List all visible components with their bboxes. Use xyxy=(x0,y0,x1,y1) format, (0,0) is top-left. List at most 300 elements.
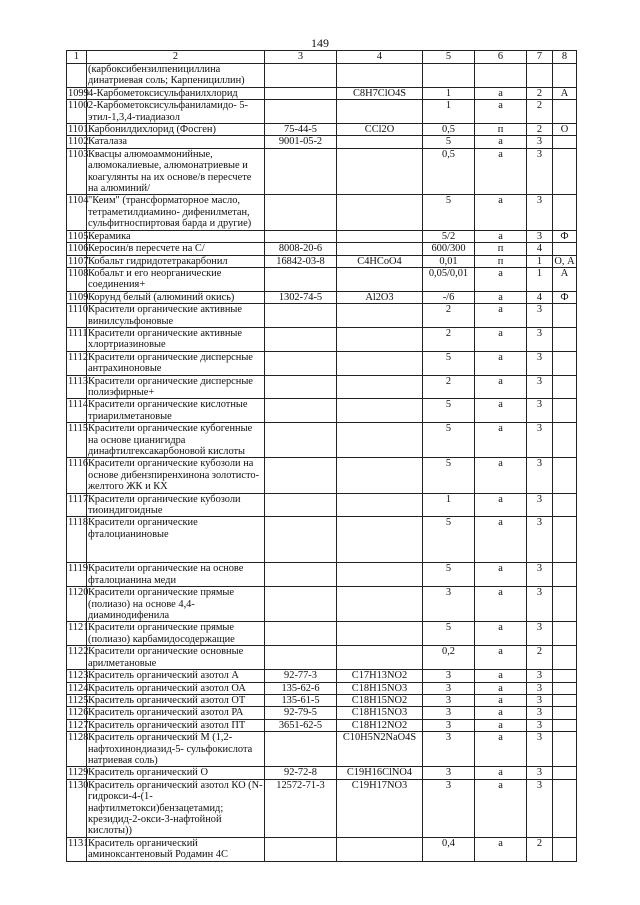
substance-name: Красители органические основные арилметановые xyxy=(87,646,265,670)
entry-number: 1118 xyxy=(67,517,87,563)
aggregate-state: а xyxy=(475,304,527,328)
cas-number xyxy=(265,837,337,861)
limit-value: 0,05/0,01 xyxy=(423,267,475,291)
effect-note xyxy=(553,136,577,148)
column-header-2: 2 xyxy=(87,51,265,64)
entry-number: 1102 xyxy=(68,136,89,148)
substance-name: Кобальт и его неорганические соединения+ xyxy=(87,267,265,291)
chemical-formula: C4HCoO4 xyxy=(337,255,423,267)
limit-value: 3 xyxy=(423,707,475,719)
cas-number xyxy=(265,64,337,88)
effect-note xyxy=(553,64,577,88)
limit-value: 5 xyxy=(423,622,475,646)
chemical-formula xyxy=(337,195,423,230)
table-row xyxy=(67,304,577,328)
column-header-7: 7 xyxy=(527,51,553,64)
entry-number: 1131 xyxy=(67,837,87,861)
limit-value: 3 xyxy=(423,732,475,767)
effect-note xyxy=(553,351,577,375)
hazard-class: 3 xyxy=(527,694,553,706)
limit-value: 0,5 xyxy=(423,124,475,136)
cas-number xyxy=(265,87,337,99)
chemical-formula: C18H15NO3 xyxy=(337,707,423,719)
table-row xyxy=(67,255,577,267)
limit-value: 5 xyxy=(423,517,475,563)
cas-number xyxy=(265,195,337,230)
effect-note xyxy=(553,646,577,670)
table-row xyxy=(67,243,577,255)
cas-number xyxy=(265,327,337,351)
table-row xyxy=(67,694,577,706)
limit-value: 2 xyxy=(423,327,475,351)
limit-value: 5 xyxy=(423,195,475,230)
limit-value: 2 xyxy=(423,375,475,399)
entry-number: 1101 xyxy=(68,124,89,136)
table-row xyxy=(67,423,577,458)
aggregate-state: а xyxy=(475,351,527,375)
entry-number: 1110 xyxy=(67,304,87,328)
entry-number: 1116 xyxy=(67,458,87,493)
hazard-class: 1 xyxy=(527,267,553,291)
table-row xyxy=(67,646,577,670)
chemical-formula xyxy=(337,622,423,646)
aggregate-state: а xyxy=(475,779,527,837)
entry-number: 1108 xyxy=(67,267,87,291)
aggregate-state: п xyxy=(475,243,527,255)
hazard-class: 3 xyxy=(527,304,553,328)
entry-number xyxy=(67,64,87,88)
cas-number xyxy=(265,375,337,399)
cas-number xyxy=(265,148,337,195)
chemical-formula xyxy=(337,458,423,493)
table-row xyxy=(67,124,577,136)
aggregate-state: а xyxy=(475,719,527,731)
limit-value: 3 xyxy=(423,587,475,622)
limit-value: 5 xyxy=(423,351,475,375)
chemical-formula xyxy=(337,304,423,328)
effect-note xyxy=(553,587,577,622)
entry-number: 1111 xyxy=(67,327,87,351)
substance-name: Кобальт гидридотетракарбонил xyxy=(87,255,265,267)
chemical-formula xyxy=(337,243,423,255)
chemical-formula: C10H5N2NaO4S xyxy=(337,732,423,767)
chemical-formula xyxy=(337,230,423,242)
limit-value: 0,01 xyxy=(423,255,475,267)
entry-number: 1107 xyxy=(68,255,89,267)
table-row xyxy=(67,458,577,493)
table-row xyxy=(67,87,577,99)
hazard-class: 3 xyxy=(527,399,553,423)
cas-number xyxy=(265,351,337,375)
entry-number: 1120 xyxy=(67,587,87,622)
cas-number: 16842-03-8 xyxy=(265,255,337,267)
cas-number xyxy=(265,230,337,242)
limit-value: 3 xyxy=(423,670,475,682)
aggregate-state: а xyxy=(475,622,527,646)
chemical-formula: C18H15NO3 xyxy=(337,682,423,694)
limit-value: 5 xyxy=(423,423,475,458)
entry-number: 1127 xyxy=(68,719,89,731)
hazard-class: 2 xyxy=(527,646,553,670)
effect-note xyxy=(553,622,577,646)
entry-number: 1130 xyxy=(67,779,87,837)
cas-number: 1302-74-5 xyxy=(265,291,337,303)
substance-name: Краситель органический О xyxy=(87,767,265,779)
limit-value: 1 xyxy=(423,100,475,124)
effect-note xyxy=(553,732,577,767)
chemical-formula xyxy=(337,399,423,423)
hazard-class: 3 xyxy=(527,682,553,694)
entry-number: 1124 xyxy=(68,682,89,694)
table-row xyxy=(67,100,577,124)
entry-number: 1112 xyxy=(67,351,87,375)
substance-name: Краситель органический азотол РА xyxy=(87,707,265,719)
cas-number xyxy=(265,563,337,587)
table-row xyxy=(67,837,577,861)
substance-name: Краситель органический М (1,2-нафтохинондиазид-5- сульфокислота натриевая соль) xyxy=(87,732,265,767)
table-row xyxy=(67,291,577,303)
cas-number xyxy=(265,100,337,124)
hazard-class: 3 xyxy=(527,458,553,493)
cas-number xyxy=(265,458,337,493)
effect-note xyxy=(553,837,577,861)
entry-number: 1122 xyxy=(67,646,87,670)
cas-number: 75-44-5 xyxy=(265,124,337,136)
limit-value: 1 xyxy=(423,493,475,517)
table-row xyxy=(67,670,577,682)
aggregate-state: а xyxy=(475,230,527,242)
cas-number: 12572-71-3 xyxy=(265,779,337,837)
chemical-formula xyxy=(337,837,423,861)
hazard-class: 3 xyxy=(527,493,553,517)
chemical-formula xyxy=(337,148,423,195)
hazard-class: 3 xyxy=(527,136,553,148)
substance-name: "Кеим" (трансформаторное масло, тетраметилдиамино- дифенилметан, сульфитноспиртовая барда и другие) xyxy=(87,195,265,230)
substance-name: 4-Карбометоксисульфанилхлорид xyxy=(87,87,265,99)
entry-number: 1103 xyxy=(67,148,87,195)
effect-note: О xyxy=(553,124,577,136)
table-row xyxy=(67,719,577,731)
effect-note: Ф xyxy=(553,291,577,303)
aggregate-state: а xyxy=(475,100,527,124)
limit-value: 3 xyxy=(423,719,475,731)
limit-value: 3 xyxy=(423,779,475,837)
hazard-class: 3 xyxy=(527,563,553,587)
effect-note: А xyxy=(553,267,577,291)
cas-number xyxy=(265,732,337,767)
chemical-formula: C18H12NO2 xyxy=(337,719,423,731)
aggregate-state: а xyxy=(475,682,527,694)
effect-note xyxy=(553,458,577,493)
substance-name: Краситель органический азотол ОА xyxy=(87,682,265,694)
substance-name: Красители органические активные хлортриазиновые xyxy=(87,327,265,351)
hazard-class: 3 xyxy=(527,732,553,767)
limit-value: 0,2 xyxy=(423,646,475,670)
hazard-class: 3 xyxy=(527,148,553,195)
cas-number: 9001-05-2 xyxy=(265,136,337,148)
substance-table xyxy=(66,50,577,862)
chemical-formula: C19H16ClNO4 xyxy=(337,767,423,779)
cas-number xyxy=(265,399,337,423)
substance-name: Красители органические прямые (полиазо) карбамидосодержащие xyxy=(87,622,265,646)
aggregate-state: а xyxy=(475,327,527,351)
effect-note xyxy=(553,670,577,682)
hazard-class: 3 xyxy=(527,767,553,779)
substance-name: Краситель органический азотол ОТ xyxy=(87,694,265,706)
entry-number: 1115 xyxy=(67,423,87,458)
table-row xyxy=(67,399,577,423)
aggregate-state: а xyxy=(475,136,527,148)
entry-number: 1117 xyxy=(67,493,87,517)
limit-value: 5 xyxy=(423,563,475,587)
chemical-formula: Al2O3 xyxy=(337,291,423,303)
cas-number xyxy=(265,646,337,670)
substance-name: Краситель органический азотол А xyxy=(87,670,265,682)
aggregate-state: а xyxy=(475,267,527,291)
hazard-class: 3 xyxy=(527,587,553,622)
substance-name: Карбонилдихлорид (Фосген) xyxy=(87,124,265,136)
hazard-class: 3 xyxy=(527,230,553,242)
column-header-4: 4 xyxy=(337,51,423,64)
aggregate-state: а xyxy=(475,732,527,767)
substance-name: Краситель органический аминоксантеновый Родамин 4С xyxy=(87,837,265,861)
limit-value: 3 xyxy=(423,767,475,779)
limit-value: 1 xyxy=(423,87,475,99)
effect-note: Ф xyxy=(553,230,577,242)
cas-number: 92-72-8 xyxy=(265,767,337,779)
effect-note xyxy=(553,100,577,124)
substance-name: Красители органические прямые (полиазо) на основе 4,4-диаминодифенила xyxy=(87,587,265,622)
chemical-formula xyxy=(337,375,423,399)
substance-name: Керосин/в пересчете на С/ xyxy=(87,243,265,255)
table-row xyxy=(67,767,577,779)
aggregate-state: а xyxy=(475,423,527,458)
hazard-class: 2 xyxy=(527,837,553,861)
limit-value: 0,4 xyxy=(423,837,475,861)
header-row xyxy=(67,51,577,64)
chemical-formula: CCl2O xyxy=(337,124,423,136)
substance-name: (карбоксибензилпенициллина динатриевая соль; Карпенициллин) xyxy=(87,64,265,88)
chemical-formula: C19H17NO3 xyxy=(337,779,423,837)
chemical-formula xyxy=(337,136,423,148)
limit-value: 3 xyxy=(423,682,475,694)
chemical-formula: C18H15NO2 xyxy=(337,694,423,706)
table-row xyxy=(67,230,577,242)
effect-note xyxy=(553,304,577,328)
aggregate-state: а xyxy=(475,670,527,682)
hazard-class: 3 xyxy=(527,779,553,837)
table-row xyxy=(67,732,577,767)
aggregate-state: а xyxy=(475,493,527,517)
effect-note xyxy=(553,707,577,719)
limit-value: 3 xyxy=(423,694,475,706)
chemical-formula xyxy=(337,327,423,351)
table-row xyxy=(67,563,577,587)
entry-number: 1104 xyxy=(67,195,87,230)
hazard-class: 1 xyxy=(527,255,553,267)
cas-number xyxy=(265,622,337,646)
chemical-formula: C8H7ClO4S xyxy=(337,87,423,99)
entry-number: 1121 xyxy=(67,622,87,646)
cas-number: 8008-20-6 xyxy=(265,243,337,255)
entry-number: 1125 xyxy=(68,694,89,706)
cas-number xyxy=(265,517,337,563)
table-body xyxy=(67,64,577,862)
hazard-class: 4 xyxy=(527,291,553,303)
table-row xyxy=(67,351,577,375)
cas-number: 3651-62-5 xyxy=(265,719,337,731)
entry-number: 1128 xyxy=(67,732,87,767)
hazard-class: 3 xyxy=(527,670,553,682)
substance-name: Керамика xyxy=(87,230,265,242)
chemical-formula xyxy=(337,517,423,563)
cas-number xyxy=(265,423,337,458)
cas-number xyxy=(265,304,337,328)
substance-name: Краситель органический азотол ПТ xyxy=(87,719,265,731)
effect-note xyxy=(553,195,577,230)
page-number: 149 xyxy=(311,36,329,50)
chemical-formula xyxy=(337,587,423,622)
aggregate-state: а xyxy=(475,399,527,423)
aggregate-state: а xyxy=(475,517,527,563)
substance-name: 2-Карбометоксисульфаниламидо- 5-этил-1,3,4-тиадиазол xyxy=(87,100,265,124)
effect-note xyxy=(553,767,577,779)
cas-number xyxy=(265,493,337,517)
table-row xyxy=(67,195,577,230)
chemical-formula xyxy=(337,100,423,124)
aggregate-state: а xyxy=(475,587,527,622)
limit-value: 5 xyxy=(423,136,475,148)
chemical-formula: C17H13NO2 xyxy=(337,670,423,682)
hazard-class: 3 xyxy=(527,351,553,375)
cas-number: 135-62-6 xyxy=(265,682,337,694)
chemical-formula xyxy=(337,563,423,587)
aggregate-state: а xyxy=(475,148,527,195)
chemical-formula xyxy=(337,267,423,291)
chemical-formula xyxy=(337,423,423,458)
limit-value: 5/2 xyxy=(423,230,475,242)
limit-value: -/6 xyxy=(423,291,475,303)
effect-note: О, А xyxy=(554,255,575,267)
aggregate-state: а xyxy=(475,195,527,230)
hazard-class: 3 xyxy=(527,195,553,230)
table-row xyxy=(67,517,577,563)
aggregate-state: а xyxy=(475,837,527,861)
hazard-class: 2 xyxy=(527,87,553,99)
chemical-formula xyxy=(337,351,423,375)
entry-number: 1129 xyxy=(68,767,89,779)
table-row xyxy=(67,779,577,837)
effect-note xyxy=(553,327,577,351)
entry-number: 1126 xyxy=(68,707,89,719)
aggregate-state: п xyxy=(475,124,527,136)
column-header-1: 1 xyxy=(67,51,87,64)
effect-note xyxy=(553,493,577,517)
cas-number xyxy=(265,587,337,622)
effect-note xyxy=(553,694,577,706)
hazard-class: 3 xyxy=(527,622,553,646)
cas-number xyxy=(265,267,337,291)
entry-number: 1119 xyxy=(67,563,87,587)
cas-number: 135-61-5 xyxy=(265,694,337,706)
hazard-class: 3 xyxy=(527,719,553,731)
hazard-class: 4 xyxy=(527,243,553,255)
aggregate-state: а xyxy=(475,291,527,303)
effect-note xyxy=(553,779,577,837)
limit-value: 5 xyxy=(423,399,475,423)
column-header-8: 8 xyxy=(553,51,577,64)
column-header-3: 3 xyxy=(265,51,337,64)
substance-name: Красители органические фталоцианиновые xyxy=(87,517,265,563)
hazard-class: 3 xyxy=(527,327,553,351)
entry-number: 1106 xyxy=(68,243,89,255)
limit-value: 0,5 xyxy=(423,148,475,195)
substance-name: Красители органические дисперсные полиэфирные+ xyxy=(87,375,265,399)
cas-number: 92-77-3 xyxy=(265,670,337,682)
effect-note xyxy=(553,243,577,255)
hazard-class: 2 xyxy=(527,124,553,136)
limit-value: 600/300 xyxy=(423,243,475,255)
entry-number: 1100 xyxy=(67,100,87,124)
effect-note: А xyxy=(553,87,577,99)
entry-number: 1114 xyxy=(67,399,87,423)
cas-number: 92-79-5 xyxy=(265,707,337,719)
table-row xyxy=(67,327,577,351)
table-row xyxy=(67,682,577,694)
table-row xyxy=(67,587,577,622)
chemical-formula xyxy=(337,64,423,88)
aggregate-state: п xyxy=(475,255,527,267)
table-row xyxy=(67,375,577,399)
limit-value xyxy=(423,64,475,88)
aggregate-state: а xyxy=(475,767,527,779)
effect-note xyxy=(553,719,577,731)
hazard-class: 3 xyxy=(527,707,553,719)
table-row xyxy=(67,136,577,148)
hazard-class: 3 xyxy=(527,423,553,458)
entry-number: 1113 xyxy=(67,375,87,399)
table-row xyxy=(67,622,577,646)
effect-note xyxy=(553,148,577,195)
substance-name: Красители органические кислотные триарилметановые xyxy=(87,399,265,423)
substance-name: Краситель органический азотол КО (N-гидрокси-4-(1-нафтилметокси)бензацетамид; крезидид-2-окси-3-нафтойной кислоты)) xyxy=(88,779,263,837)
aggregate-state xyxy=(475,64,527,88)
substance-name: Красители органические на основе фталоцианина меди xyxy=(87,563,265,587)
table-row xyxy=(67,64,577,88)
effect-note xyxy=(553,517,577,563)
effect-note xyxy=(553,375,577,399)
effect-note xyxy=(553,423,577,458)
hazard-class: 3 xyxy=(527,517,553,563)
table-row xyxy=(67,148,577,195)
effect-note xyxy=(553,399,577,423)
entry-number: 1109 xyxy=(68,291,89,303)
effect-note xyxy=(553,682,577,694)
aggregate-state: а xyxy=(475,694,527,706)
entry-number: 1105 xyxy=(68,230,89,242)
table-row xyxy=(67,707,577,719)
substance-name: Красители органические дисперсные антрахиноновые xyxy=(87,351,265,375)
substance-name: Корунд белый (алюминий окись) xyxy=(87,291,265,303)
effect-note xyxy=(553,563,577,587)
column-header-6: 6 xyxy=(475,51,527,64)
aggregate-state: а xyxy=(475,646,527,670)
entry-number: 1123 xyxy=(68,670,89,682)
substance-name: Квасцы алюмоаммонийные, алюмокалиевые, алюмонатриевые и коагулянты на их основе/в пересчете на алюминий/ xyxy=(87,148,265,195)
aggregate-state: а xyxy=(475,707,527,719)
aggregate-state: а xyxy=(475,375,527,399)
table-row xyxy=(67,493,577,517)
